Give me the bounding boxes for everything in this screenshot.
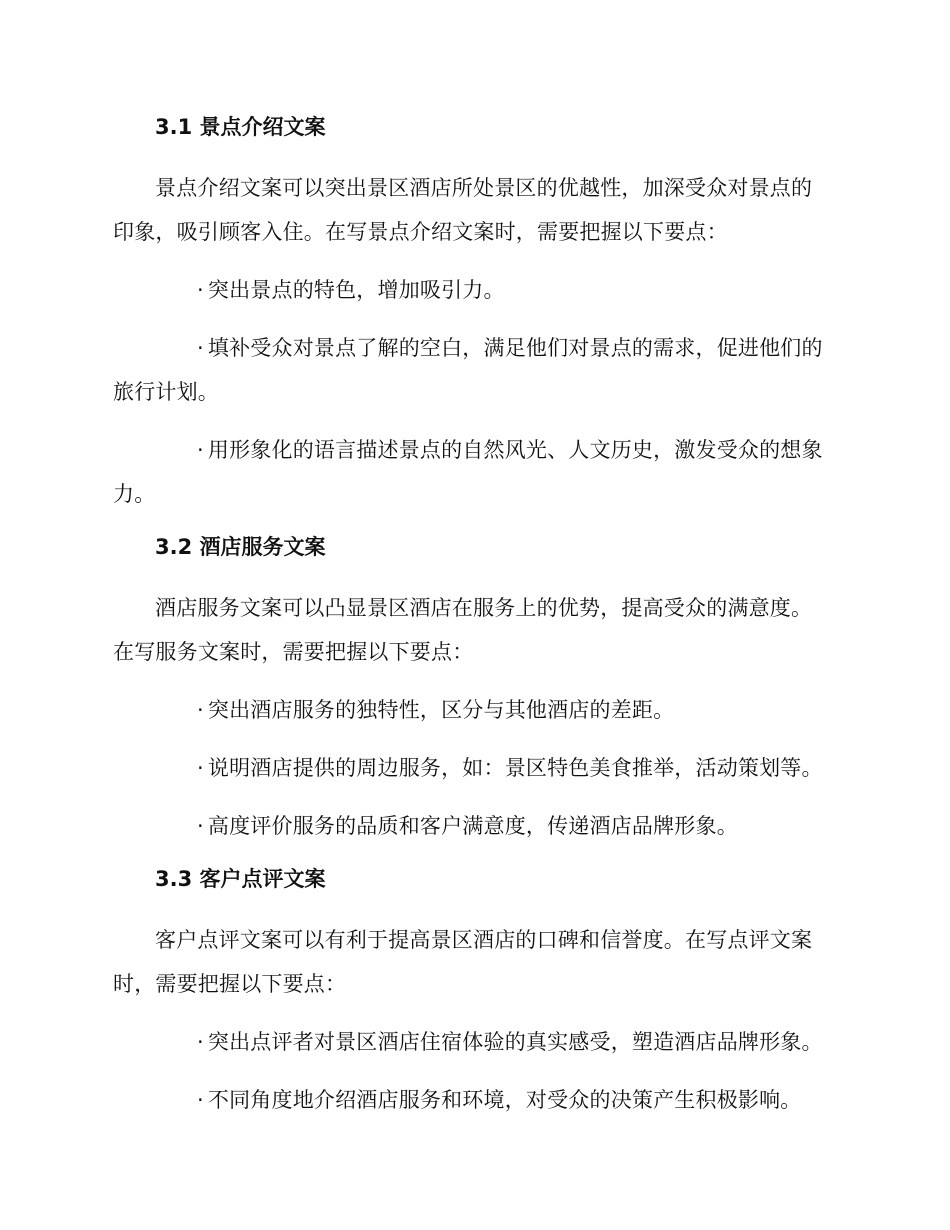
bullet-symbol: · [197, 814, 204, 838]
section-heading: 3.1 景点介绍文案 [155, 115, 326, 139]
bullet-text: 用形象化的语言描述景点的自然风光、人文历史，激发受众的想象力。 [113, 438, 823, 506]
bullet-item [113, 1020, 833, 1064]
bullet-symbol: · [197, 1088, 204, 1112]
section-intro-paragraph: 酒店服务文案可以凸显景区酒店在服务上的优势，提高受众的满意度。在写服务文案时，需要把握以下要点： [113, 596, 813, 664]
bullet-text: 突出点评者对景区酒店住宿体验的真实感受，塑造酒店品牌形象。 [207, 1030, 823, 1054]
section-heading: 3.3 客户点评文案 [155, 867, 326, 891]
bullet-text: 说明酒店提供的周边服务，如：景区特色美食推举，活动策划等。 [207, 756, 823, 780]
bullet-text: 填补受众对景点了解的空白，满足他们对景点的需求，促进他们的旅行计划。 [113, 336, 823, 404]
section-3-1 [113, 110, 833, 516]
bullet-item [113, 746, 833, 790]
bullet-symbol: · [197, 756, 204, 780]
bullet-text: 突出酒店服务的独特性，区分与其他酒店的差距。 [207, 698, 675, 722]
bullet-symbol: · [197, 1030, 204, 1054]
section-heading: 3.2 酒店服务文案 [155, 535, 326, 559]
bullet-item [113, 804, 833, 848]
bullet-item [113, 688, 833, 732]
bullet-symbol: · [197, 278, 204, 302]
bullet-text: 不同角度地介绍酒店服务和环境，对受众的决策产生积极影响。 [207, 1088, 802, 1112]
section-intro-paragraph: 客户点评文案可以有利于提高景区酒店的口碑和信誉度。在写点评文案时，需要把握以下要点： [113, 928, 813, 996]
section-3-2 [113, 530, 833, 848]
bullet-symbol: · [197, 438, 204, 462]
bullet-text: 突出景点的特色，增加吸引力。 [207, 278, 505, 302]
bullet-text: 高度评价服务的品质和客户满意度，传递酒店品牌形象。 [207, 814, 738, 838]
bullet-item [113, 268, 833, 312]
bullet-symbol: · [197, 336, 204, 360]
bullet-item [113, 1078, 833, 1122]
bullet-item [113, 428, 833, 516]
bullet-symbol: · [197, 698, 204, 722]
section-3-3 [113, 862, 833, 1122]
bullet-item [113, 326, 833, 414]
document-body [113, 110, 833, 1136]
section-intro-paragraph: 景点介绍文案可以突出景区酒店所处景区的优越性，加深受众对景点的印象，吸引顾客入住。在写景点介绍文案时，需要把握以下要点： [113, 176, 813, 244]
